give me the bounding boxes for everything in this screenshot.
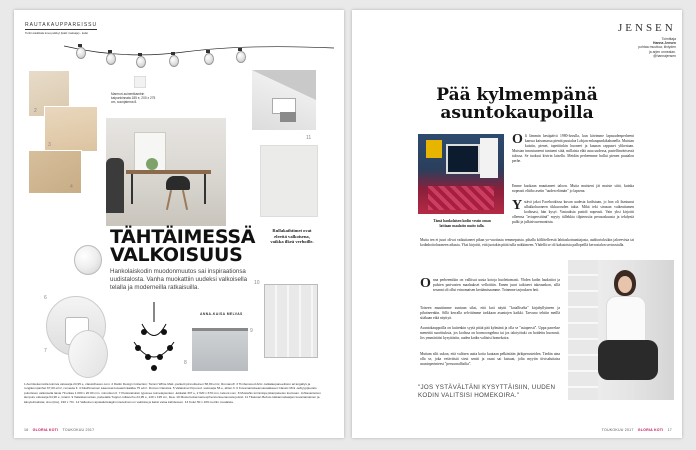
magazine-name: GLORIA KOTI [32, 428, 59, 432]
caption-handle: @hannajensen [653, 53, 676, 58]
paragraph-text: stävä jakoi Facebookissa kuvan uudesta kodistaan, jo hon oli ihastunut ullakkohuoneen tikkuoosden takia. Mikä teki sinusan vaikeuttamen kodissasi, hän kysyi. Vastauksia puttoli nopeasti. Vain yksi kirjoitti olleensa "aviaperstitinä" myyty tällekkia tilpierustia perusaskuusta ja tekdyniä pulki ja julkisivuremontista. [512, 200, 634, 225]
article-title [432, 86, 602, 122]
page-number: 17 [667, 428, 672, 432]
caption-line: ja arjen onnealan. [649, 49, 676, 54]
issue-label: TOUKOKUU 2017 [62, 428, 95, 432]
right-page [352, 10, 682, 438]
article-paragraph-7: Asuntokauppoilla on kuitenkin syytä pitää pää kylmänä ja olla se "asiapersti". Uppa parrekse menettiä suorittuksia, jos kodissa on hormoongelma tai jos talotyötuki on hoidettu huonosti. Jos ymmärtäisi kysyttäsiin, uuden kodin valitsisi homekoira. [420, 326, 560, 341]
issue-label: TOUKOKUU 2017 [601, 428, 634, 432]
headline-line-2: VALKOISUUS [110, 244, 243, 266]
drop-cap: O [512, 132, 523, 147]
number-label: 2 [34, 108, 37, 114]
article-paragraph-1 [512, 134, 634, 165]
number-label: 11 [306, 135, 312, 141]
paragraph-text: li lämmin kesäpäivä 1980-luvulla, kun kävimme lapsuudenperheeni kanssa katsomassa pientä puutaloa Lohjan enkaupunkikahanella. Muistan kuistin, pienet, tapettiinkin huoneet ja kaunan rappuset ylikertaan. Muistan innostuneeni tuntueni siitä, millaista elää asua uudessa, pastellinvärisessä talossa. Se tuoksui kivirin laisella. Meidän perheemme hullui pienen puutalon perhe. [512, 134, 634, 164]
hallway-photo [418, 134, 504, 214]
author-caption [628, 37, 676, 58]
section-label: RAUTAKAUPPAREISSU [25, 22, 98, 28]
right-footer [602, 428, 672, 432]
product-credits: 1 Aurinkokennolla toimiva valosarja 24,95 e, classichaven.com. 2 Dattin Design Collection: Tammi White Matt -parketti pinnoitteinen 58,80 e/m², Romanoff. 3 Timberwood Artic -lattialaupaneeliston arrangallys ja rongikompanhet 67,00 e/m², remauta fi. 4 Käsihimeinen kaavosat kuvaterinkatkka 75 e/m². Domus Classica. 5 Valaisimet Kipu-led -valosarja 56 e, ahlen.fi. 6 Kuvamainokeanvanatakseet Classic Mini -ledtyyppievalo pulurissen valkoisella laivia 79 e/kaa 1 000 x 20 00 mm. minunkun.fi. 7 Puskivakuisin tyjussee toimelaytenken -lukkalat 337 e, 2 620 x 670 mm, laisuni.com. 8 Mustahis toimintoja pikanpeketso kuvisoan. Juhlavanterien lampuru valosarja 64,90 e, Granit. 9 Valaiskemarsas, paivetalla Tuppur-rullaverho 24,95 e, 140 x 195 cm, Ikea. 10 Mustorsokat kamexpherstonteenavosta joissit. 11 Tilatuvan Bebus-tukkannoitaarjan kovainainainen ja kävytelmakstai, sisu (ilos), 190 x 79 i. 12 Valkoinen apokaluttelagimmoutelman on valoksia ja kaksi valoa kahdessen. 13 Kolut 50 x 109 metriin moalaisia. [24, 382, 321, 404]
headline-line-1: TÄHTÄIMESSÄ [110, 226, 256, 248]
roller-blind-photo [192, 328, 248, 371]
title-line-2: asuntokaupoilla [440, 103, 594, 123]
wood-swatch-3 [44, 106, 98, 152]
number-label: 9 [250, 328, 253, 334]
magazine-name: GLORIA KOTI [637, 428, 664, 432]
number-label: 4 [70, 184, 73, 190]
page-number: 16 [24, 428, 29, 432]
article-paragraph-6: Toiseen muuttimme suntuun siksi, että koti näytti "kotalliselta" kirjahyllyineen ja pihoineenkin. Sillä kerralla selvittimme tarkkaan asuntojen kaikki. Tarvuno tehtiin meillä sitäkaan eikä näyttyä. [420, 306, 560, 321]
dining-room-photo [106, 118, 226, 226]
number-label: 10 [254, 280, 260, 286]
section-subtitle: Torkin kaikkiala kuva pelkkyi (kaiki maksaja) - kalat [25, 31, 88, 35]
article-paragraph-4: Mutta ten ei juuri olivat vaikuttaneet pikan yo-vuotiasta remmepaista. pihalla köllötelleestä lahtiaskoinuntiajasta, auditorioksikin jaloeevista tai kodinhoitohuoneen aikasta. Yksi kirjoitti, että juotakin pitää tulla nokkimeen. Yhdellä se oli kakutoisia pallopeillä kerrostalon sertoostalla. [420, 238, 634, 248]
title-line-1: Pää kylmempänä [436, 85, 598, 105]
number-label: 7 [44, 348, 47, 354]
window-blinds-photo [264, 284, 318, 358]
left-footer [24, 428, 94, 432]
brand-name: JENSEN [618, 22, 676, 34]
number-label: 8 [184, 360, 187, 366]
article-paragraph-5 [420, 278, 560, 293]
globe-lamp-photo [74, 245, 102, 275]
shower-photo [68, 330, 108, 378]
caption-line: Hanna Jensen [653, 41, 676, 46]
headline [110, 226, 256, 266]
photo-caption: Tämä haukolaisen kodin vessin oman lattiaan maalattu matto talla. [433, 219, 491, 228]
author-portrait-photo [568, 260, 674, 400]
side-note: Rullakaihtimet ovat eleettä valkoisena, vaikka ilkeä verhoille. [270, 228, 314, 244]
product-caption: Marmori-suinentkambin kalpunkinnata 185 e, 200 x 275 cm, suunjatema 8. [111, 92, 156, 104]
paragraph-text: nna perheemikin on vallitsut uusia kotoja huolettomasti. Yhden kodin laudattiot ja pulsten parivasten maalaukset velloittiin. Ennen juuri taikioeet takeaunkon, sillä sesanni oli ollut erinomaisen keräämisaamme. Toinenne tarjouksen heti. [432, 278, 560, 293]
marble-swatch [134, 76, 146, 88]
string-light-cluster-icon [124, 302, 184, 380]
article-paragraph-2: Emme kuokaan muuttaneet taloon. Mutta muisteni jäi muiste siitä, kuinka nopeasti elitibo asetin "uuden elämän" jo lapsena. [512, 184, 634, 194]
pull-quote: "JOS YSTÄVÄLTÄNI KYSYTTÄISIIN, UUDEN KODIN VALITSISI HOMEKOIRA." [418, 384, 556, 399]
drop-cap: Y [512, 198, 523, 213]
lead-paragraph: Hankolaiskodin muodonmuutos sai inspiraationsa uudistalosta. Vanha muokattiin uudeksi valkoisella telalla ja moderneilla ratkaisuilla. [110, 268, 248, 291]
curtain-swatch [260, 145, 318, 217]
number-label: 3 [48, 142, 51, 148]
caption-line: pohtaa muuttoa, tiiviyden [638, 45, 676, 50]
wood-swatch-4 [28, 150, 82, 194]
drop-cap: O [420, 276, 431, 291]
article-paragraph-3 [512, 200, 634, 225]
caption-line: Toimittaja [661, 37, 676, 41]
byline: ANNA-KAISA MELVAS [200, 312, 243, 316]
attic-photo [252, 70, 316, 130]
left-page [14, 10, 344, 438]
number-label: 6 [44, 295, 47, 301]
article-paragraph-8: Muttam silti uskon, että valitsen uutta kotia kuutaan pelkästään järkiperusteiden. Tiedän aina olla se, joka vetäväistä sivut sentti ja osaat sai kaisuat, jolta myytin tiivisaluttaisa asuntoperinteesi "persoonallisilta". [420, 352, 560, 367]
